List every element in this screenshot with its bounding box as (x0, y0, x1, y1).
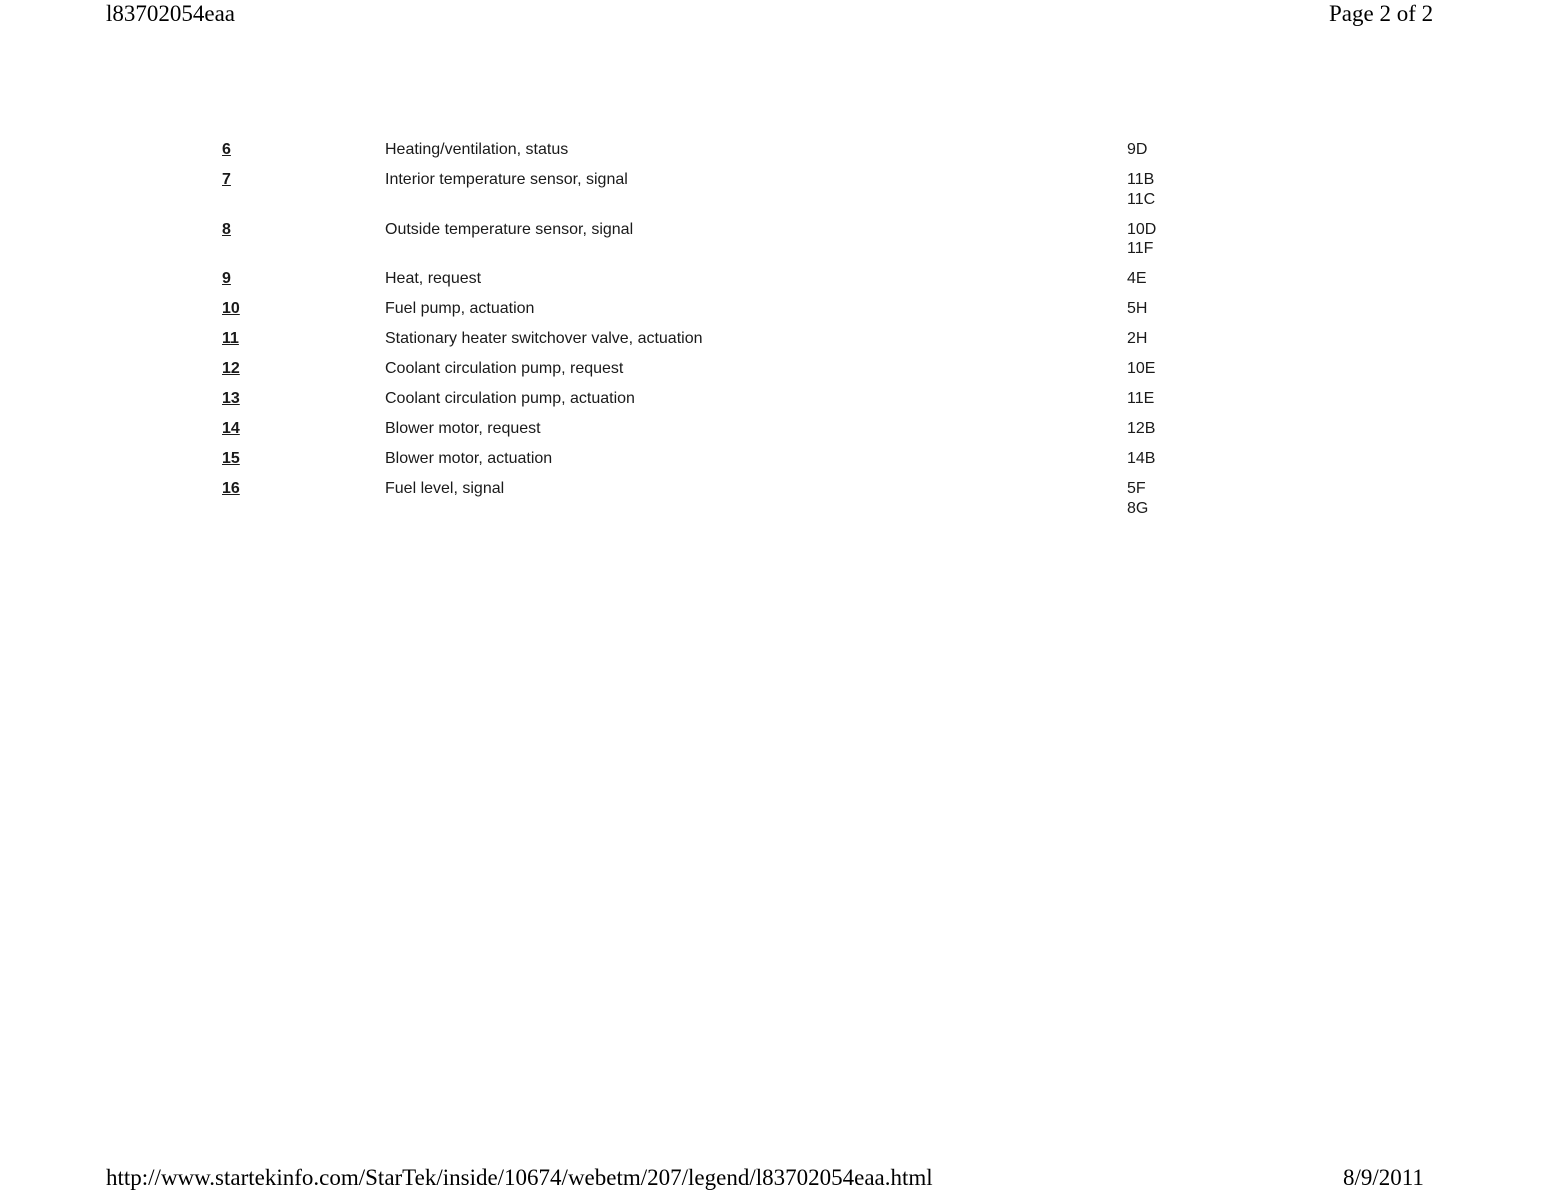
legend-description: Outside temperature sensor, signal (385, 220, 634, 238)
legend-coordinates (1127, 299, 1147, 319)
legend-description: Heat, request (385, 270, 482, 287)
grid-coordinate: 11B (1127, 171, 1155, 188)
legend-coordinates (1127, 329, 1147, 349)
legend-coordinates (1127, 389, 1154, 409)
page-number: Page 2 of 2 (1329, 1, 1434, 26)
grid-coordinate: 11F (1127, 240, 1154, 257)
grid-coordinate: 4E (1127, 270, 1147, 287)
grid-coordinate: 5H (1127, 300, 1148, 317)
grid-coordinate: 2H (1127, 330, 1148, 347)
legend-number-link[interactable]: 11 (222, 330, 239, 347)
legend-number-link[interactable]: 9 (222, 270, 231, 287)
legend-description: Stationary heater switchover valve, actuation (385, 330, 703, 347)
print-date: 8/9/2011 (1343, 1165, 1424, 1190)
legend-coordinates (1127, 419, 1155, 439)
legend-coordinates (1127, 220, 1156, 259)
legend-description: Fuel pump, actuation (385, 300, 535, 317)
legend-description: Coolant circulation pump, request (385, 360, 624, 377)
legend-number-link[interactable]: 7 (222, 171, 231, 188)
legend-coordinates (1127, 479, 1148, 518)
legend-number-link[interactable]: 10 (222, 300, 240, 317)
legend-description: Heating/ventilation, status (385, 141, 569, 158)
grid-coordinate: 11C (1127, 190, 1156, 208)
legend-coordinates (1127, 269, 1147, 289)
legend-description: Coolant circulation pump, actuation (385, 390, 635, 407)
legend-number-link[interactable]: 16 (222, 480, 240, 497)
grid-coordinate: 10E (1127, 360, 1156, 377)
document-title: l83702054eaa (106, 1, 236, 26)
legend-description: Blower motor, request (385, 420, 541, 437)
legend-coordinates (1127, 140, 1147, 160)
grid-coordinate: 12B (1127, 420, 1156, 437)
legend-number-link[interactable]: 13 (222, 390, 240, 407)
grid-coordinate: 11E (1127, 390, 1155, 407)
legend-description: Blower motor, actuation (385, 450, 553, 467)
legend-coordinates (1127, 449, 1155, 469)
legend-number-link[interactable]: 15 (222, 450, 240, 467)
grid-coordinate: 5F (1127, 480, 1146, 497)
legend-number-link[interactable]: 6 (222, 141, 231, 158)
legend-number-link[interactable]: 12 (222, 360, 240, 377)
grid-coordinate: 9D (1127, 141, 1148, 158)
legend-number-link[interactable]: 8 (222, 220, 231, 238)
grid-coordinate: 10D (1127, 220, 1157, 238)
source-url: http://www.startekinfo.com/StarTek/inside/10674/webetm/207/legend/l83702054eaa.html (106, 1165, 933, 1190)
legend-number-link[interactable]: 14 (222, 420, 240, 437)
legend-description: Interior temperature sensor, signal (385, 171, 628, 188)
grid-coordinate: 8G (1127, 499, 1149, 517)
legend-coordinates (1127, 170, 1155, 209)
grid-coordinate: 14B (1127, 450, 1156, 467)
legend-description: Fuel level, signal (385, 480, 505, 497)
legend-coordinates (1127, 359, 1155, 379)
